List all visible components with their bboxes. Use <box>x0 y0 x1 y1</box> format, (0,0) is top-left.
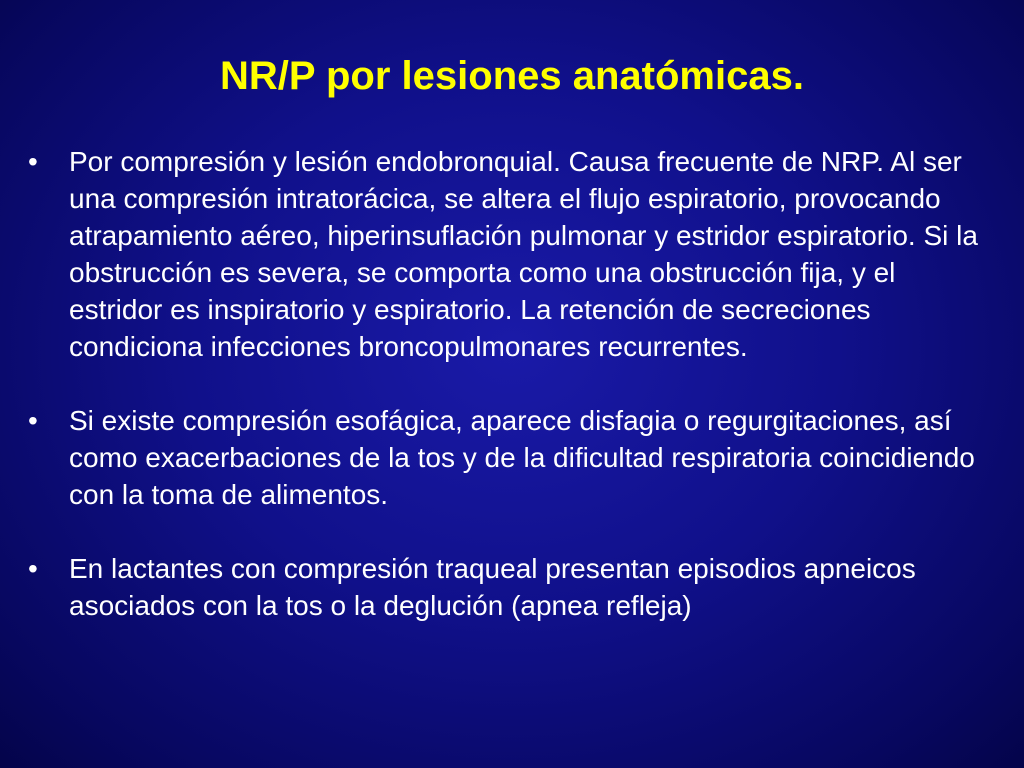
bullet-item <box>28 402 996 513</box>
slide-title-text: NR/P por lesiones anatómicas <box>220 54 793 98</box>
bullet-text: En lactantes con compresión traqueal presentan episodios apneicos asociados con la tos o la deglución (apnea refleja) <box>69 553 916 621</box>
bullet-text: Por compresión y lesión endobronquial. Causa frecuente de NRP. Al ser una compresión intratorácica, se altera el flujo espiratorio, provocando atrapamiento aéreo, hiperinsuflación pulmonar y estridor espiratorio. Si la obstrucción es severa, se comporta como una obstrucción fija, y el estridor es inspiratorio y espiratorio. La retención de secreciones condiciona infecciones broncopulmonares recurrentes. <box>69 146 978 362</box>
bullet-marker: • <box>28 405 38 436</box>
bullet-text: Si existe compresión esofágica, aparece disfagia o regurgitaciones, así como exacerbaciones de la tos y de la dificultad respiratoria coincidiendo con la toma de alimentos. <box>69 405 975 510</box>
bullet-item <box>28 550 996 624</box>
bullet-list <box>28 143 996 661</box>
slide-title <box>0 50 1024 102</box>
bullet-item <box>28 143 996 365</box>
bullet-marker: • <box>28 146 38 177</box>
slide-title-period: . <box>792 54 804 98</box>
bullet-marker: • <box>28 553 38 584</box>
